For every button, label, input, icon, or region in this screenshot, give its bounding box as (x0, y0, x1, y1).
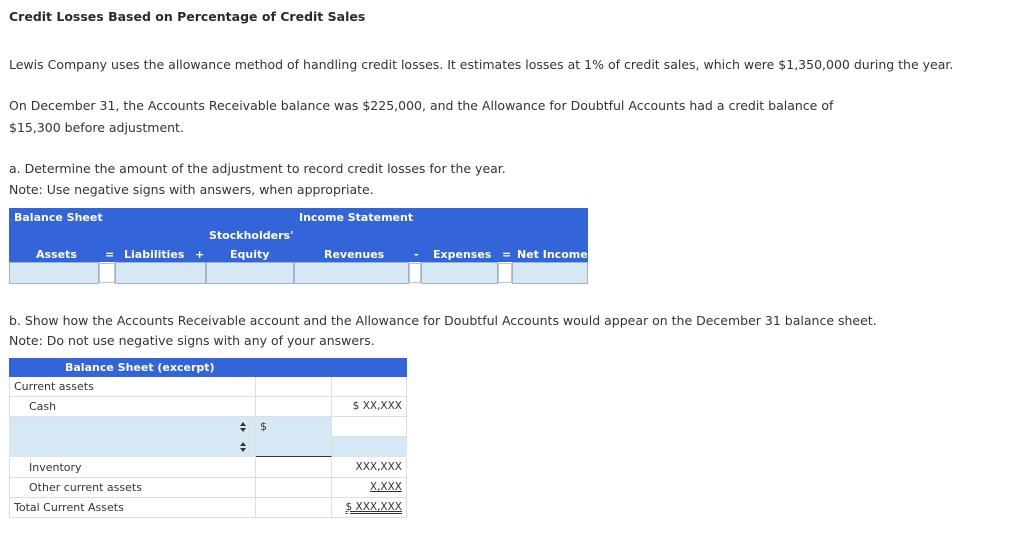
liabilities-input[interactable] (115, 262, 206, 284)
current-assets-label: Current assets (14, 380, 94, 393)
table-row (9, 377, 407, 397)
table-row (9, 437, 407, 457)
net-income-header: Net Income (517, 248, 588, 261)
net-amount-input[interactable] (332, 437, 407, 457)
income-statement-header: Income Statement (299, 211, 414, 224)
expenses-input[interactable] (421, 262, 498, 284)
problem-text-1: Lewis Company uses the allowance method of handling credit losses. It estimates losses at 1% of credit sales, which were $1,350,000 during the year. (9, 57, 954, 72)
cell-divider (409, 263, 421, 283)
equity-header: Equity (230, 248, 270, 261)
table-row (9, 458, 407, 478)
amount-input-2[interactable] (256, 437, 332, 457)
inventory-value: XXX,XXX (355, 461, 402, 473)
revenues-header: Revenues (324, 248, 385, 261)
cash-label: Cash (29, 400, 57, 413)
assets-input[interactable] (9, 262, 99, 284)
revenues-input[interactable] (294, 262, 409, 284)
balance-sheet-excerpt-table (9, 358, 407, 520)
page-title: Credit Losses Based on Percentage of Credit Sales (9, 9, 366, 24)
plus-sign: + (195, 248, 205, 261)
net-income-input[interactable] (512, 262, 588, 284)
other-current-assets-label: Other current assets (29, 481, 142, 494)
assets-header: Assets (36, 248, 77, 261)
problem-text-2: On December 31, the Accounts Receivable balance was $225,000, and the Allowance for Doubtful Accounts had a credit balance of (9, 98, 834, 113)
account-select-2[interactable] (9, 437, 256, 457)
amount-input-1[interactable] (256, 417, 332, 437)
other-current-assets-value: X,XXX (369, 481, 402, 493)
dropdown-arrows-icon[interactable] (239, 421, 247, 433)
cell-divider (498, 263, 512, 283)
account-select-1[interactable] (9, 417, 256, 437)
question-b: b. Show how the Accounts Receivable account and the Allowance for Doubtful Accounts would appear on the December 31 balance sheet. (9, 313, 877, 328)
problem-text-2b: $15,300 before adjustment. (9, 120, 184, 135)
equals-sign: = (502, 248, 512, 261)
dropdown-arrows-icon[interactable] (239, 441, 247, 453)
dollar-sign: $ (260, 420, 267, 433)
liabilities-header: Liabilities (124, 248, 185, 261)
cash-value: $ XX,XXX (352, 400, 402, 412)
balance-sheet-excerpt-title: Balance Sheet (excerpt) (65, 361, 215, 374)
table-row (9, 478, 407, 498)
question-a: a. Determine the amount of the adjustment to record credit losses for the year. (9, 161, 506, 176)
question-a-note: Note: Use negative signs with answers, when appropriate. (9, 182, 374, 197)
table-row (9, 397, 407, 417)
equity-input[interactable] (206, 262, 294, 284)
table-row (9, 417, 407, 437)
balance-sheet-header: Balance Sheet (14, 211, 103, 224)
minus-sign: - (414, 248, 419, 261)
expenses-header: Expenses (433, 248, 492, 261)
total-current-assets-label: Total Current Assets (14, 501, 124, 514)
inventory-label: Inventory (29, 461, 82, 474)
financial-effects-table (9, 208, 588, 284)
table-row (9, 498, 407, 518)
cell-divider (99, 263, 115, 283)
table-header (9, 358, 407, 377)
total-current-assets-value: $ XXX,XXX (345, 501, 402, 513)
question-b-note: Note: Do not use negative signs with any of your answers. (9, 333, 375, 348)
equals-sign: = (105, 248, 115, 261)
stockholders-label: Stockholders' (209, 229, 294, 242)
